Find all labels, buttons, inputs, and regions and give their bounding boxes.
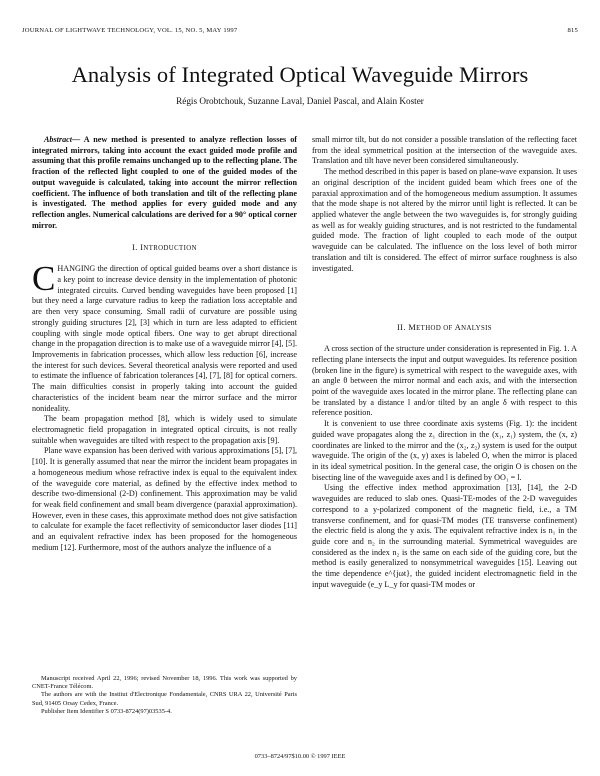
page-number: 815: [567, 27, 578, 34]
copyright-line: 0733–8724/97$10.00 © 1997 IEEE: [254, 753, 346, 760]
footnote: [32, 675, 297, 716]
abstract-text: A new method is presented to analyze reflection losses of integrated mirrors, taking into account the exact guided mode profile and assuming that this profile remains unchanged up to the reflecting plane. The fraction of the reflected light coupled to one of the guided modes of the output waveguide is calculated, taking into account the mirror reflection coefficient. The influence of both translation and tilt of the reflecting plane is investigated. The method applies for every guided mode and any reflection angles. Numerical calculations are derived for a 90° optical corner mirror.: [32, 135, 297, 230]
section-heading-method: II. METHOD OF ANALYSIS: [397, 323, 492, 333]
running-header: [22, 27, 578, 39]
intro-paragraph-1: CHANGING the direction of optical guided beams over a short distance is a key point to increase device density in the implementation of photonic integrated circuits. Curved bending waveguides have been proposed [1] but they need a large curvature radius to keep the radiation loss acceptable and are then very space consuming. Small radii of curvature are possible using strongly guiding structures [2], [3] which in turn are less adapted to efficient coupling with single mode optical fibers. One way to get abrupt directional change in the propagation direction is to make use of a waveguide mirror [4], [5]. Improvements in fabrication processes, which allow less reduction [6], increase the interest for such devices. Several theoretical analysis were reported and used to estimate the influence of fabrication tolerances [4], [7], [8] for optical corners. The main difficulties consist in properly taking into account the guided characteristics of the incident beam near the mirror surface and the mirror nonideality.: [32, 259, 297, 413]
intro-paragraph-5: The method described in this paper is based on plane-wave expansion. It uses an original description of the incident guided beam which frees one of the paraxial approximation and of the homogeneous medium assumption. It assumes that the mode shape is not altered by the mirror until light is reflected. It can be applied whatever the angle between the two waveguides is, for strongly guiding as well as for weakly guiding structures, and is not restricted to the fundamental guided mode. The fraction of light coupled to each mode of the output waveguide can be calculated. The influence on the loss level of both mirror translation and tilt is considered. The effect of mirror surface roughness is also investigated.: [312, 167, 577, 273]
author-list: Régis Orobtchouk, Suzanne Laval, Daniel Pascal, and Alain Koster: [176, 96, 424, 106]
abstract-label: Abstract—: [44, 135, 81, 144]
journal-citation: JOURNAL OF LIGHTWAVE TECHNOLOGY, VOL. 15, NO. 5, MAY 1997: [22, 27, 238, 34]
drop-cap: C: [32, 259, 56, 299]
intro-paragraph-3: Plane wave expansion has been derived with various approximations [5], [7], [10]. It is generally assumed that near the mirror the incident beam propagates in a homogeneous medium whose refractive index is equal to the equivalent index of the waveguide core material, as defined by the effective index method to describe two-dimensional (2-D) confinement. This approximation may be valid for weak field confinement and small beam divergence (paraxial approximation). However, even in these cases, this approximate method does not give satisfaction to calculate for example the facet reflectivity of semiconductor laser diodes [11] and an equivalent refractive index has been proposed for the homogeneous medium [12]. Furthermore, most of the authors analyze the influence of a: [32, 446, 297, 552]
footnote-received: Manuscript received April 22, 1996; revised November 18, 1996. This work was supported by CNET-France Télécom.: [32, 675, 297, 691]
left-column: [32, 135, 297, 554]
section-heading-introduction: I. INTRODUCTION: [132, 243, 197, 253]
intro-paragraph-2: The beam propagation method [8], which is widely used to simulate electromagnetic field propagation in integrated optical circuits, is not really suitable when waveguides are tilted with respect to the propagation axis [9].: [32, 414, 297, 445]
intro-paragraph-4: small mirror tilt, but do not consider a possible translation of the reflecting facet from the ideal symmetrical position at the intersection of the waveguide axes. Translation and tilt have never been considered simultaneously.: [312, 135, 577, 166]
abstract: [32, 135, 297, 231]
method-paragraph-3: Using the effective index method approximation [13], [14], the 2-D waveguides are reduced to slab ones. Quasi-TE-modes of the 2-D waveguides correspond to a y-polarized component of the magnetic field, i.e., a TM transverse confinement, and for quasi-TM modes (TE transverse confinement) the electric field is along the y axis. The equivalent refractive index is n₁ in the guide core and n₂ in the surrounding material. Symmetrical waveguides are considered as the index n₂ is the same on each side of the guiding core, but the method is easily generalized to nonsymmetrical waveguides [15]. Leaving out the time dependence e^{jωt}, the guided incident electromagnetic field in the input waveguide (e_y L_y for quasi-TM modes or: [312, 483, 577, 589]
paper-title: Analysis of Integrated Optical Waveguide Mirrors: [71, 62, 529, 87]
method-paragraph-1: A cross section of the structure under consideration is represented in Fig. 1. A reflecting plane intersects the input and output waveguides. Its reference position (broken line in the figure) is symetrical with respect to the waveguide axes, with an angle θ between the mirror normal and each axis, and with the intersection point of the waveguide axes located in the mirror plane. The reflecting plane can be translated by a distance l and/or tilted by an angle δ with respect to this reference position.: [312, 344, 577, 418]
footnote-affiliation: The authors are with the Institut d'Electronique Fondamentale, CNRS URA 22, Université Paris Sud, 91405 Orsay Cedex, France.: [32, 691, 297, 707]
right-column: [312, 135, 577, 591]
footnote-identifier: Publisher Item Identifier S 0733-8724(97)03535-4.: [41, 707, 172, 715]
method-paragraph-2: It is convenient to use three coordinate axis systems (Fig. 1): the incident guided wave propagates along the z₁ direction in the (x₁, z₁) system, the (x, z) coordinates are linked to the mirror and the (x₂, z₂) system is used for the output waveguide. The origin of the (x, y) axes is labeled O, when the mirror is placed in its ideal symetrical position. In the general case, the origin O is chosen on the bisecting line of the waveguide axes and l is defined by OO₁ = l.: [312, 419, 577, 482]
